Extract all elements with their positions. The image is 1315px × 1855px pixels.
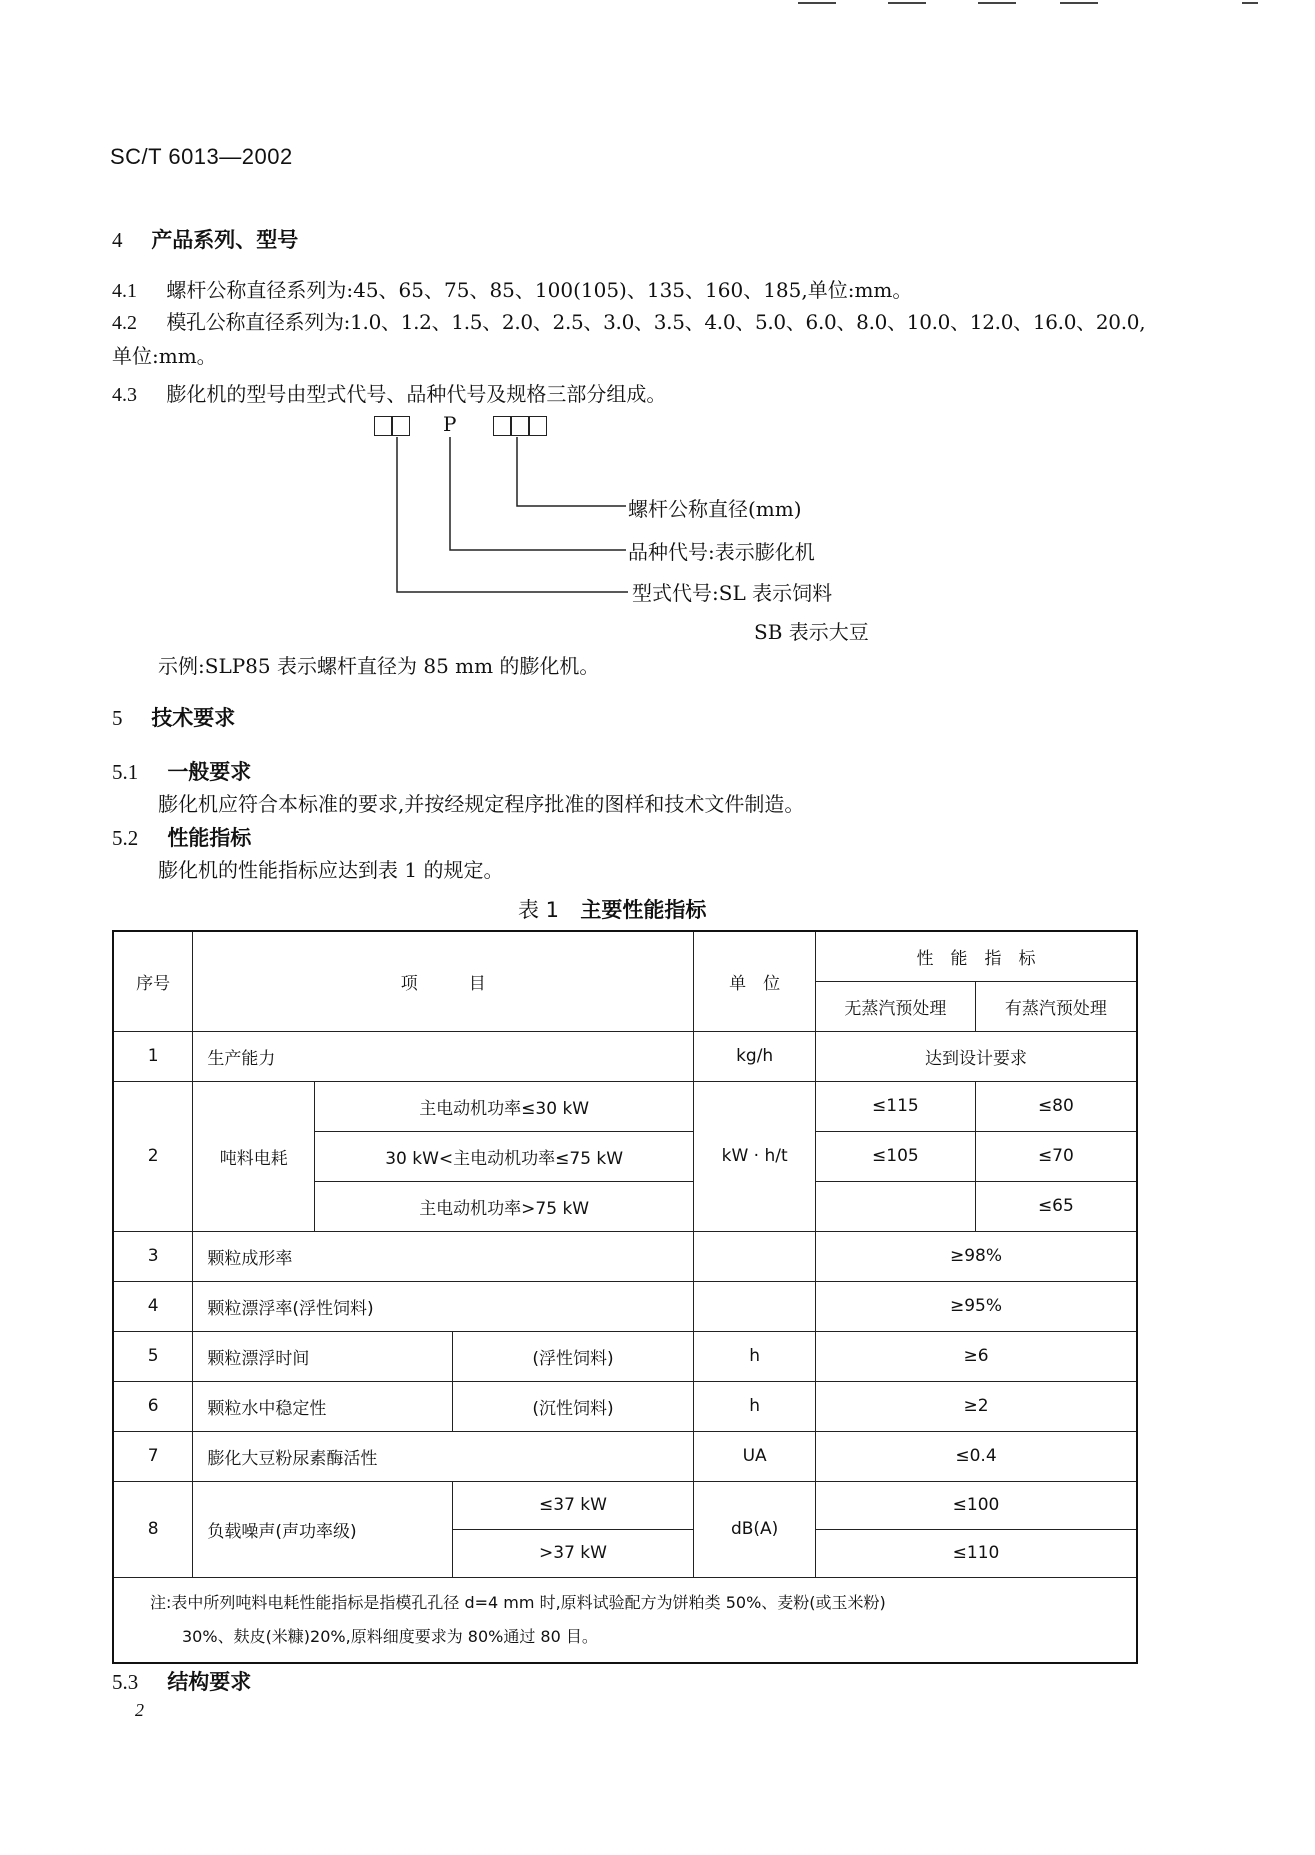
row-item: 生产能力	[193, 1031, 694, 1081]
clause-4-3	[112, 378, 1172, 411]
header-unit: 单 位	[694, 931, 816, 1031]
row-value: ≤100	[816, 1481, 1137, 1529]
clause-5-2-heading	[112, 822, 251, 852]
type-label: 型式代号:SL 表示饲料	[632, 581, 833, 605]
row-condition: 30 kW<主电动机功率≤75 kW	[315, 1131, 694, 1181]
header-no-steam: 无蒸汽预处理	[816, 981, 976, 1031]
row-no: 4	[113, 1281, 193, 1331]
row-unit: kg/h	[694, 1031, 816, 1081]
clause-number: 4.2	[112, 312, 137, 334]
section-5-heading	[112, 702, 235, 732]
section-title: 产品系列、型号	[151, 228, 299, 252]
row-value: ≥6	[816, 1331, 1137, 1381]
row-no: 5	[113, 1331, 193, 1381]
table-row	[113, 1031, 1137, 1081]
note-line: 30%、麸皮(米糠)20%,原料细度要求为 80%通过 80 目。	[182, 1626, 598, 1646]
clause-text: 膨化机的型号由型式代号、品种代号及规格三部分组成。	[166, 382, 667, 406]
row-item: 颗粒成形率	[193, 1231, 694, 1281]
row-item: 膨化大豆粉尿素酶活性	[193, 1431, 694, 1481]
clause-4-1	[112, 274, 1172, 307]
header-performance: 性 能 指 标	[816, 931, 1137, 981]
row-item: 吨料电耗	[193, 1081, 315, 1231]
variety-code-letter: P	[443, 412, 457, 436]
row-value-no-steam: ≤105	[816, 1131, 976, 1181]
table-number: 表 1	[518, 898, 560, 922]
row-item: 颗粒漂浮时间	[193, 1331, 452, 1381]
row-value: ≤110	[816, 1529, 1137, 1577]
table-row	[113, 1481, 1137, 1529]
table-note	[113, 1577, 1137, 1663]
row-value: ≥2	[816, 1381, 1137, 1431]
clause-number: 5.1	[112, 760, 139, 784]
clause-text: 模孔公称直径系列为:1.0、1.2、1.5、2.0、2.5、3.0、3.5、4.0、5.0、6.0、8.0、10.0、12.0、16.0、20.0,	[166, 310, 1146, 334]
row-condition: 主电动机功率≤30 kW	[315, 1081, 694, 1131]
row-no: 3	[113, 1231, 193, 1281]
table-caption	[518, 894, 706, 924]
row-no: 1	[113, 1031, 193, 1081]
note-line: 注:表中所列吨料电耗性能指标是指模孔孔径 d=4 mm 时,原料试验配方为饼粕类 50%、麦粉(或玉米粉)	[150, 1592, 886, 1612]
row-value: ≥95%	[816, 1281, 1137, 1331]
clause-5-1-text: 膨化机应符合本标准的要求,并按经规定程序批准的图样和技术文件制造。	[158, 792, 805, 816]
row-condition: ≤37 kW	[452, 1481, 693, 1529]
spec-label: 螺杆公称直径(mm)	[628, 497, 802, 521]
variety-label: 品种代号:表示膨化机	[628, 540, 815, 564]
row-unit: h	[694, 1331, 816, 1381]
clause-5-1-heading	[112, 756, 251, 786]
row-unit: h	[694, 1381, 816, 1431]
row-unit: kW · h/t	[694, 1081, 816, 1231]
section-number: 4	[112, 228, 123, 252]
section-4-heading	[112, 224, 298, 254]
table-row	[113, 1331, 1137, 1381]
header-item: 项 目	[193, 931, 694, 1031]
row-value: 达到设计要求	[816, 1031, 1137, 1081]
table-title: 主要性能指标	[580, 898, 707, 922]
row-no: 7	[113, 1431, 193, 1481]
row-unit	[694, 1231, 816, 1281]
clause-number: 5.2	[112, 826, 139, 850]
table-note-row	[113, 1577, 1137, 1663]
row-no: 6	[113, 1381, 193, 1431]
row-value: ≥98%	[816, 1231, 1137, 1281]
clause-number: 4.3	[112, 384, 137, 406]
row-item: 颗粒漂浮率(浮性饲料)	[193, 1281, 694, 1331]
clause-number: 5.3	[112, 1670, 139, 1694]
clause-4-2-cont: 单位:mm。	[112, 344, 217, 368]
row-value-steam: ≤70	[975, 1131, 1137, 1181]
clause-title: 一般要求	[167, 760, 252, 784]
row-item: 负载噪声(声功率级)	[193, 1481, 452, 1577]
clause-number: 4.1	[112, 280, 137, 302]
row-condition: (浮性饲料)	[452, 1331, 693, 1381]
scan-marks	[798, 0, 1315, 12]
row-value: ≤0.4	[816, 1431, 1137, 1481]
row-value-steam: ≤80	[975, 1081, 1137, 1131]
row-value-no-steam	[816, 1181, 976, 1231]
clause-5-2-text: 膨化机的性能指标应达到表 1 的规定。	[158, 858, 504, 882]
row-value-no-steam: ≤115	[816, 1081, 976, 1131]
clause-4-2	[112, 306, 1192, 339]
clause-text: 螺杆公称直径系列为:45、65、75、85、100(105)、135、160、185,单位:mm。	[166, 278, 913, 302]
row-condition: >37 kW	[452, 1529, 693, 1577]
table-header-row	[113, 931, 1137, 981]
table-row	[113, 1281, 1137, 1331]
clause-5-3-heading	[112, 1666, 251, 1696]
row-no: 8	[113, 1481, 193, 1577]
performance-table	[112, 930, 1138, 1664]
table-row	[113, 1381, 1137, 1431]
row-item: 颗粒水中稳定性	[193, 1381, 452, 1431]
example-text: 示例:SLP85 表示螺杆直径为 85 mm 的膨化机。	[158, 654, 600, 678]
row-no: 2	[113, 1081, 193, 1231]
clause-title: 结构要求	[167, 1670, 252, 1694]
row-unit: UA	[694, 1431, 816, 1481]
header-no: 序号	[113, 931, 193, 1031]
page-number: 2	[135, 1700, 144, 1720]
row-condition: 主电动机功率>75 kW	[315, 1181, 694, 1231]
table-row	[113, 1231, 1137, 1281]
clause-title: 性能指标	[167, 826, 252, 850]
model-code-diagram	[370, 412, 930, 646]
row-unit: dB(A)	[694, 1481, 816, 1577]
type-label-soybean: SB 表示大豆	[754, 620, 869, 644]
table-row	[113, 1431, 1137, 1481]
row-value-steam: ≤65	[975, 1181, 1137, 1231]
section-title: 技术要求	[151, 706, 236, 730]
row-condition: (沉性饲料)	[452, 1381, 693, 1431]
row-unit	[694, 1281, 816, 1331]
standard-number: SC/T 6013—2002	[110, 144, 293, 169]
section-number: 5	[112, 706, 123, 730]
header-steam: 有蒸汽预处理	[975, 981, 1137, 1031]
table-row	[113, 1081, 1137, 1131]
